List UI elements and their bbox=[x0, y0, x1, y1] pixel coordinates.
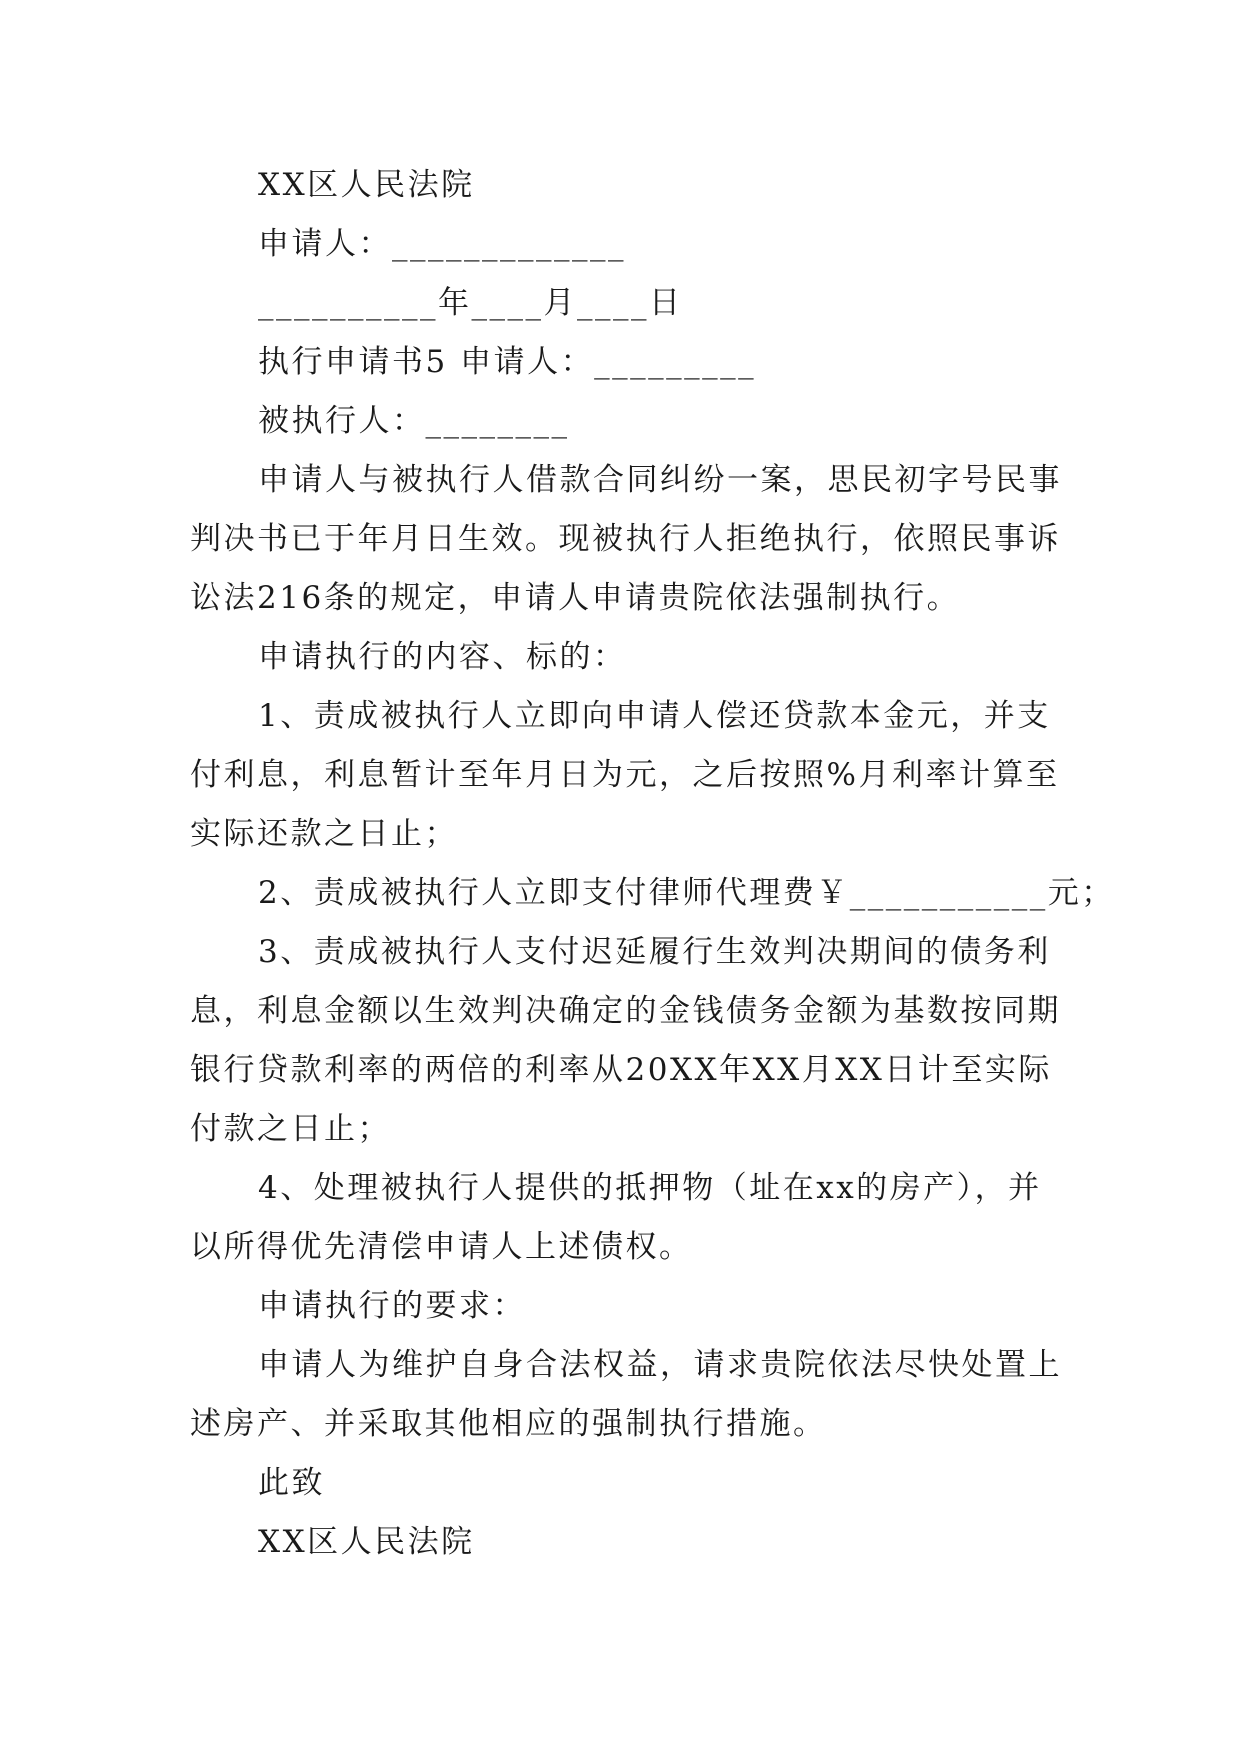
paragraph-line: 2、责成被执行人立即支付律师代理费￥___________元； bbox=[258, 875, 1115, 911]
paragraph-line: 付款之日止； bbox=[190, 1111, 391, 1147]
closing-line: 此致 bbox=[258, 1465, 325, 1501]
date-line: __________年____月____日 bbox=[258, 285, 683, 321]
paragraph-line: 付利息，利息暂计至年月日为元，之后按照%月利率计算至 bbox=[190, 757, 1060, 793]
paragraph-line: 息，利息金额以生效判决确定的金钱债务金额为基数按同期 bbox=[190, 993, 1061, 1029]
paragraph-line: 银行贷款利率的两倍的利率从20XX年XX月XX日计至实际 bbox=[190, 1052, 1052, 1088]
section-heading: 申请执行的内容、标的： bbox=[258, 639, 627, 675]
court-header: XX区人民法院 bbox=[258, 167, 475, 203]
paragraph-line: 述房产、并采取其他相应的强制执行措施。 bbox=[190, 1406, 827, 1442]
section-heading: 申请执行的要求： bbox=[258, 1288, 526, 1324]
court-footer: XX区人民法院 bbox=[258, 1524, 475, 1560]
respondent-line: 被执行人：________ bbox=[258, 403, 570, 439]
paragraph-line: 以所得优先清偿申请人上述债权。 bbox=[190, 1229, 693, 1265]
paragraph-line: 申请人与被执行人借款合同纠纷一案，思民初字号民事 bbox=[258, 462, 1062, 498]
applicant-line: 申请人：_____________ bbox=[258, 226, 626, 262]
title-applicant-line: 执行申请书5 申请人：_________ bbox=[258, 344, 757, 380]
paragraph-line: 4、处理被执行人提供的抵押物（址在xx的房产），并 bbox=[258, 1170, 1042, 1206]
paragraph-line: 3、责成被执行人支付迟延履行生效判决期间的债务利 bbox=[258, 934, 1051, 970]
paragraph-line: 判决书已于年月日生效。现被执行人拒绝执行，依照民事诉 bbox=[190, 521, 1061, 557]
paragraph-line: 1、责成被执行人立即向申请人偿还贷款本金元，并支 bbox=[258, 698, 1051, 734]
paragraph-line: 讼法216条的规定，申请人申请贵院依法强制执行。 bbox=[190, 580, 961, 616]
paragraph-line: 实际还款之日止； bbox=[190, 816, 458, 852]
paragraph-line: 申请人为维护自身合法权益，请求贵院依法尽快处置上 bbox=[258, 1347, 1062, 1383]
